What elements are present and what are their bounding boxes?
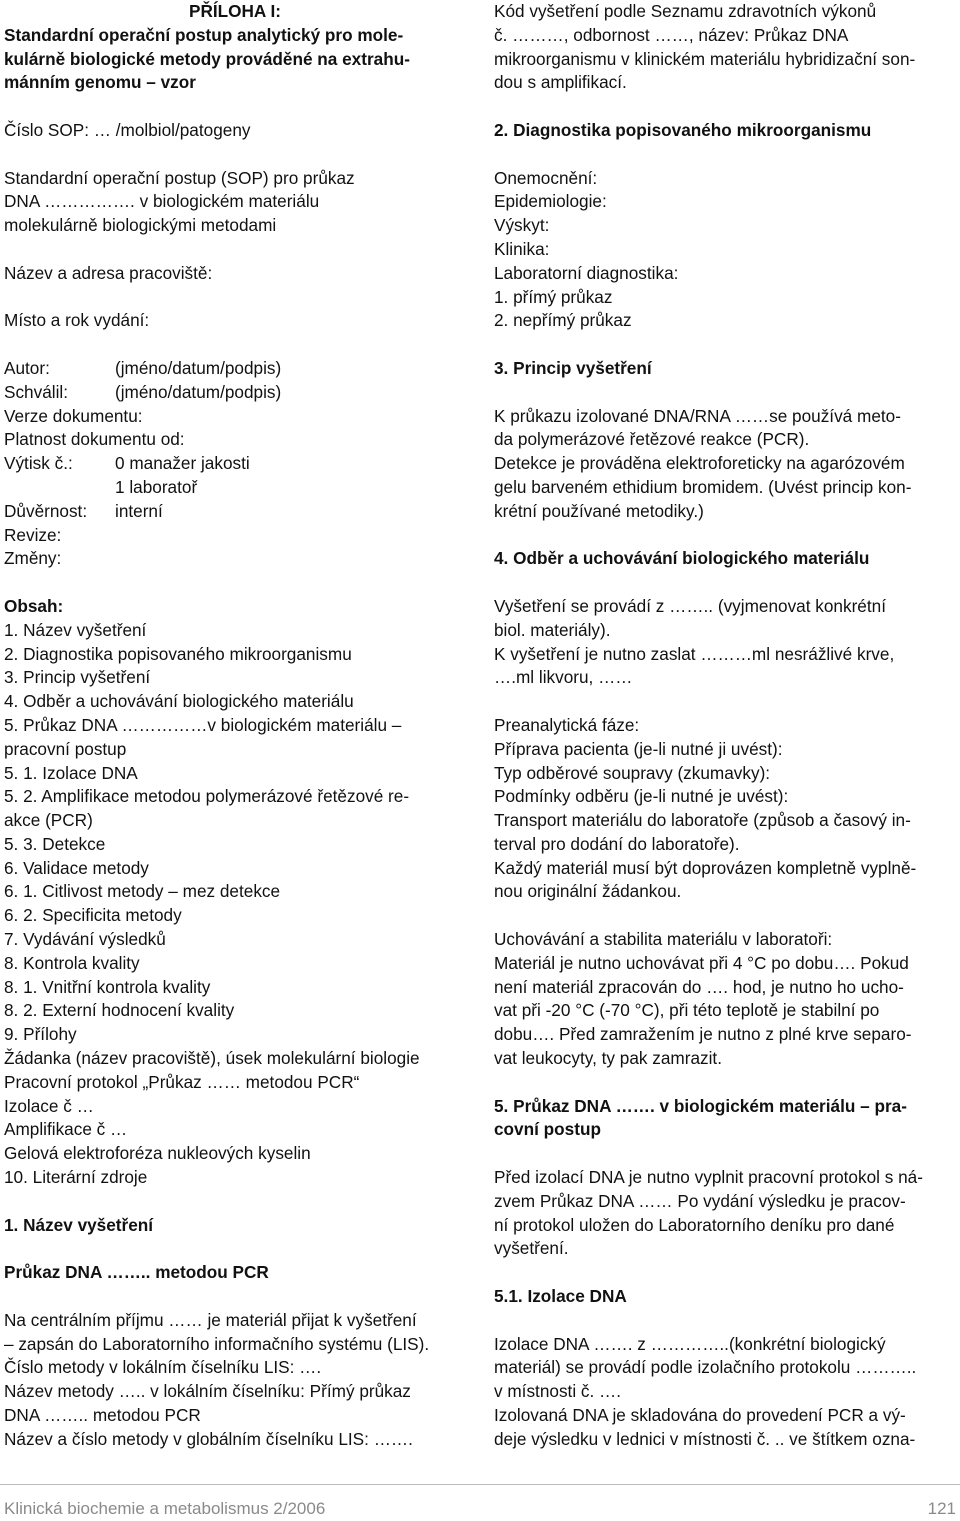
- meta-key: [4, 476, 115, 500]
- section-2-line: Onemocnění:: [494, 167, 598, 188]
- section-5-line: zvem Průkaz DNA …… Po vydání výsledku je pracov-: [494, 1190, 906, 1211]
- storage-line: vat leukocyty, ty pak zamrazit.: [494, 1048, 722, 1069]
- meta-row: Změny:: [4, 548, 62, 569]
- contents-item: Žádanka (název pracoviště), úsek molekulární biologie: [4, 1048, 420, 1069]
- section-5-body: [494, 1166, 956, 1261]
- exam-code-line: mikroorganismu v klinickém materiálu hybridizační son-: [494, 48, 916, 69]
- contents-item: 3. Princip vyšetření: [4, 667, 151, 688]
- meta-row: Verze dokumentu:: [4, 405, 143, 426]
- contents-item: 5. 1. Izolace DNA: [4, 762, 138, 783]
- contents-item: 8. 2. Externí hodnocení kvality: [4, 1000, 235, 1021]
- contents-item: 8. 1. Vnitřní kontrola kvality: [4, 976, 211, 997]
- preanalytical-line: Příprava pacienta (je-li nutné ji uvést):: [494, 738, 783, 759]
- section-3-line: K průkazu izolované DNA/RNA ……se používá meto-: [494, 405, 901, 426]
- meta-row: [4, 476, 466, 500]
- section-4-line: ….ml likvoru, ……: [494, 667, 633, 688]
- page-footer: [0, 1484, 960, 1517]
- section-1-line: – zapsán do Laboratorního informačního systému (LIS).: [4, 1333, 430, 1354]
- contents-item: Gelová elektroforéza nukleových kyselin: [4, 1143, 311, 1164]
- contents-item: 6. 1. Citlivost metody – mez detekce: [4, 881, 281, 902]
- section-2-line: Výskyt:: [494, 215, 550, 236]
- contents-title: Obsah:: [4, 595, 64, 616]
- contents-item: 10. Literární zdroje: [4, 1167, 148, 1188]
- contents-item: 5. 2. Amplifikace metodou polymerázové řetězové re-: [4, 786, 410, 807]
- preanalytical-line: Transport materiálu do laboratoře (způsob a časový in-: [494, 810, 911, 831]
- document-meta: [4, 357, 466, 571]
- contents-item: pracovní postup: [4, 738, 127, 759]
- section-5-title-line: 5. Průkaz DNA ……. v biologickém materiálu – pra-: [494, 1095, 907, 1116]
- exam-code-line: Kód vyšetření podle Seznamu zdravotních výkonů: [494, 1, 877, 21]
- section-1-line: Název metody ….. v lokálním číselníku: Přímý průkaz: [4, 1381, 411, 1402]
- meta-value: 1 laboratoř: [115, 476, 198, 497]
- section-5-1-line: v místnosti č. ….: [494, 1381, 622, 1402]
- section-2-line: Klinika:: [494, 238, 550, 259]
- section-4-line: biol. materiály).: [494, 619, 611, 640]
- meta-value: 0 manažer jakosti: [115, 453, 250, 474]
- section-3-line: gelu barveném ethidium bromidem. (Uvést princip kon-: [494, 476, 912, 497]
- preanalytical-line: terval pro dodání do laboratoře).: [494, 833, 740, 854]
- section-5-line: ní protokol uložen do Laboratorního deníku pro dané: [494, 1214, 895, 1235]
- preanalytical-line: nou originální žádankou.: [494, 881, 682, 902]
- exam-code-line: dou s amplifikací.: [494, 72, 627, 93]
- meta-value: (jméno/datum/podpis): [115, 381, 282, 402]
- contents-item: Amplifikace č …: [4, 1119, 128, 1140]
- storage-stability: [494, 928, 956, 1071]
- sop-title-line: Standardní operační postup (SOP) pro průkaz: [4, 167, 355, 188]
- section-1-line: Název a číslo metody v globálním číselníku LIS: …….: [4, 1428, 413, 1449]
- contents-item: 6. 2. Specificita metody: [4, 905, 182, 926]
- section-5-title: [494, 1095, 956, 1143]
- meta-row: Revize:: [4, 524, 62, 545]
- contents-list: [4, 619, 466, 1190]
- meta-row: [4, 381, 466, 405]
- workplace-label: Název a adresa pracoviště:: [4, 262, 213, 283]
- sop-number: Číslo SOP: … /molbiol/patogeny: [4, 119, 251, 140]
- meta-key: Autor:: [4, 357, 50, 378]
- contents-item: 2. Diagnostika popisovaného mikroorganismu: [4, 643, 352, 664]
- section-5-title-line: covní postup: [494, 1119, 601, 1140]
- section-1-body: [4, 1309, 466, 1452]
- contents-item: Pracovní protokol „Průkaz …… metodou PCR“: [4, 1071, 360, 1092]
- meta-value: (jméno/datum/podpis): [115, 357, 282, 378]
- exam-code-line: č. ………, odbornost ……, název: Průkaz DNA: [494, 24, 849, 45]
- contents-item: 4. Odběr a uchovávání biologického materiálu: [4, 691, 354, 712]
- journal-name: Klinická biochemie a metabolismus 2/2006: [4, 1499, 326, 1518]
- section-3-line: krétní používané metodiky.): [494, 500, 704, 521]
- contents-item: 7. Vydávání výsledků: [4, 929, 166, 950]
- section-4-title: 4. Odběr a uchovávání biologického materiálu: [494, 548, 870, 569]
- heading-line: Standardní operační postup analytický pro mole-: [4, 24, 404, 45]
- page-number: 121: [927, 1499, 956, 1518]
- heading-line: mánním genomu – vzor: [4, 72, 196, 93]
- storage-line: není materiál zpracován do …. hod, je nutno ho ucho-: [494, 976, 904, 997]
- section-5-1-line: materiál) se provádí podle izolačního protokolu ………..: [494, 1357, 917, 1378]
- section-4-line: Vyšetření se provádí z …….. (vyjmenovat konkrétní: [494, 595, 886, 616]
- section-2-body: [494, 167, 956, 334]
- section-5-1-title: 5.1. Izolace DNA: [494, 1286, 627, 1307]
- preanalytical-line: Podmínky odběru (je-li nutné je uvést):: [494, 786, 789, 807]
- section-5-line: vyšetření.: [494, 1238, 569, 1259]
- section-5-1-line: Izolovaná DNA je skladována do provedení PCR a vý-: [494, 1405, 906, 1426]
- contents-item: 5. Průkaz DNA ……………v biologickém materiálu –: [4, 714, 402, 735]
- preanalytical-phase: [494, 714, 956, 904]
- meta-row: [4, 357, 466, 381]
- contents-item: 5. 3. Detekce: [4, 833, 106, 854]
- section-5-1-line: Izolace DNA ……. z …………..(konkrétní biologický: [494, 1333, 886, 1354]
- section-5-line: Před izolací DNA je nutno vyplnit pracovní protokol s ná-: [494, 1167, 923, 1188]
- meta-key: Výtisk č.:: [4, 453, 73, 474]
- section-2-line: 2. nepřímý průkaz: [494, 310, 632, 331]
- storage-line: dobu…. Před zamražením je nutno z plné krve separo-: [494, 1024, 912, 1045]
- sop-title-line: DNA ……………. v biologickém materiálu: [4, 191, 320, 212]
- exam-code-paragraph: [494, 0, 956, 95]
- contents-item: 9. Přílohy: [4, 1024, 77, 1045]
- section-2-title: 2. Diagnostika popisovaného mikroorganismu: [494, 119, 872, 140]
- section-5-1-body: [494, 1333, 956, 1452]
- sop-title-line: molekulárně biologickými metodami: [4, 215, 277, 236]
- preanalytical-line: Preanalytická fáze:: [494, 714, 640, 735]
- place-year-label: Místo a rok vydání:: [4, 310, 150, 331]
- section-1-title: 1. Název vyšetření: [4, 1214, 154, 1235]
- right-column: [494, 0, 956, 1452]
- preanalytical-line: Typ odběrové soupravy (zkumavky):: [494, 762, 771, 783]
- section-4-body: [494, 595, 956, 690]
- storage-line: Materiál je nutno uchovávat při 4 °C po dobu…. Pokud: [494, 952, 909, 973]
- section-1-line: Číslo metody v lokálním číselníku LIS: ….: [4, 1357, 322, 1378]
- meta-value: interní: [115, 500, 163, 521]
- section-1-line: DNA …….. metodou PCR: [4, 1405, 201, 1426]
- left-column: [4, 0, 466, 1452]
- storage-line: vat při -20 °C (-70 °C), při této teplotě je stabilní po: [494, 1000, 880, 1021]
- section-1-subtitle: Průkaz DNA …….. metodou PCR: [4, 1262, 269, 1283]
- heading-line: kulárně biologické metody prováděné na extrahu-: [4, 48, 410, 69]
- meta-key: Schválil:: [4, 381, 68, 402]
- section-5-1-line: deje výsledku v lednici v místnosti č. .. ve štítkem ozna-: [494, 1428, 916, 1449]
- contents-item: akce (PCR): [4, 810, 93, 831]
- section-2-line: Laboratorní diagnostika:: [494, 262, 679, 283]
- meta-row: [4, 500, 466, 524]
- contents-item: 8. Kontrola kvality: [4, 952, 140, 973]
- meta-row: Platnost dokumentu od:: [4, 429, 185, 450]
- section-2-line: Epidemiologie:: [494, 191, 607, 212]
- contents-item: 1. Název vyšetření: [4, 619, 147, 640]
- section-3-line: Detekce je prováděna elektroforeticky na agarózovém: [494, 453, 905, 474]
- storage-line: Uchovávání a stabilita materiálu v laboratoři:: [494, 929, 833, 950]
- section-1-line: Na centrálním příjmu …… je materiál přijat k vyšetření: [4, 1309, 417, 1330]
- meta-key: Důvěrnost:: [4, 500, 88, 521]
- appendix-title: PŘÍLOHA I:: [189, 1, 281, 21]
- section-3-title: 3. Princip vyšetření: [494, 357, 652, 378]
- section-2-line: 1. přímý průkaz: [494, 286, 613, 307]
- section-3-line: da polymerázové řetězové reakce (PCR).: [494, 429, 810, 450]
- contents-item: Izolace č …: [4, 1095, 94, 1116]
- meta-row: [4, 452, 466, 476]
- section-3-body: [494, 405, 956, 524]
- contents-item: 6. Validace metody: [4, 857, 149, 878]
- section-4-line: K vyšetření je nutno zaslat ………ml nesrážlivé krve,: [494, 643, 895, 664]
- preanalytical-line: Každý materiál musí být doprovázen kompletně vyplně-: [494, 857, 917, 878]
